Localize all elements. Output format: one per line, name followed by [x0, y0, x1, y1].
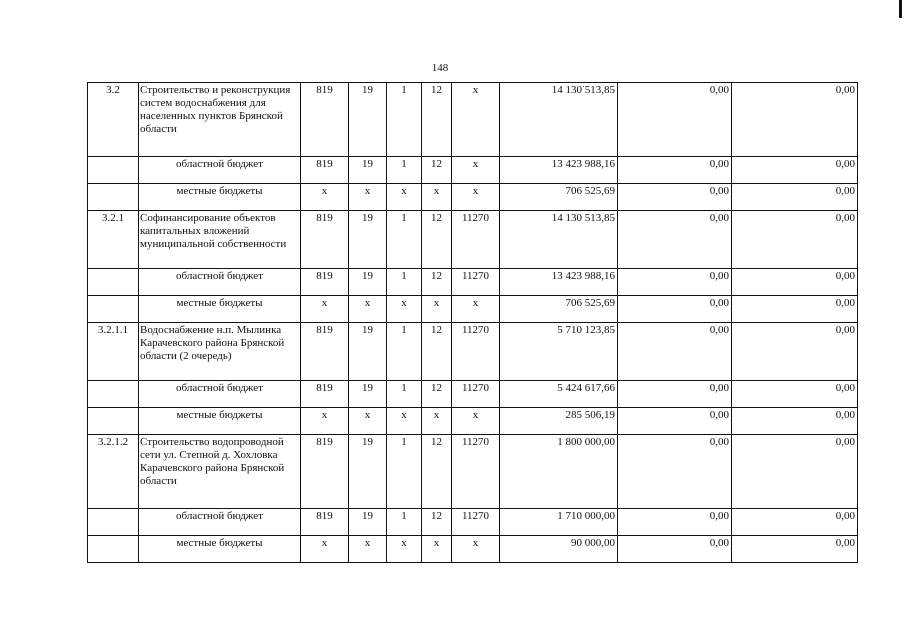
code-subsection: x [387, 408, 422, 435]
amount-year-3: 0,00 [732, 269, 858, 296]
amount-year-2: 0,00 [618, 296, 732, 323]
row-number [88, 296, 139, 323]
amount-year-2: 0,00 [618, 184, 732, 211]
amount-year-1: 1 800 000,00 [500, 435, 618, 509]
row-number [88, 157, 139, 184]
amount-year-3: 0,00 [732, 296, 858, 323]
code-target: 11270 [452, 323, 500, 381]
page-number: 148 [431, 62, 449, 74]
row-name: областной бюджет [139, 269, 301, 296]
amount-year-3: 0,00 [732, 211, 858, 269]
amount-year-3: 0,00 [732, 408, 858, 435]
table-row [88, 211, 858, 269]
code-section: 19 [349, 435, 387, 509]
code-section: 19 [349, 83, 387, 157]
amount-year-2: 0,00 [618, 408, 732, 435]
code-subsection: x [387, 296, 422, 323]
code-program: 12 [422, 269, 452, 296]
code-subsection: 1 [387, 83, 422, 157]
table-row [88, 536, 858, 563]
code-target: x [452, 296, 500, 323]
amount-year-3: 0,00 [732, 435, 858, 509]
row-name: областной бюджет [139, 381, 301, 408]
code-section: 19 [349, 381, 387, 408]
code-admin: x [301, 184, 349, 211]
code-section: x [349, 408, 387, 435]
code-program: 12 [422, 435, 452, 509]
code-target: 11270 [452, 211, 500, 269]
row-name: Водоснабжение н.п. Мылинка Карачевского района Брянской области (2 очередь) [139, 323, 301, 381]
row-number: 3.2.1.1 [88, 323, 139, 381]
row-number [88, 408, 139, 435]
scan-edge-mark [899, 0, 902, 18]
code-subsection: 1 [387, 323, 422, 381]
code-target: x [452, 157, 500, 184]
code-target: 11270 [452, 269, 500, 296]
table-row [88, 83, 858, 157]
code-section: 19 [349, 323, 387, 381]
table-row [88, 157, 858, 184]
table-row [88, 509, 858, 536]
code-program: 12 [422, 157, 452, 184]
amount-year-1: 1 710 000,00 [500, 509, 618, 536]
table-row [88, 184, 858, 211]
code-target: 11270 [452, 435, 500, 509]
amount-year-2: 0,00 [618, 269, 732, 296]
code-admin: 819 [301, 435, 349, 509]
code-program: 12 [422, 381, 452, 408]
amount-year-2: 0,00 [618, 536, 732, 563]
amount-year-3: 0,00 [732, 157, 858, 184]
amount-year-2: 0,00 [618, 157, 732, 184]
amount-year-2: 0,00 [618, 83, 732, 157]
code-admin: 819 [301, 211, 349, 269]
amount-year-1: 13 423 988,16 [500, 157, 618, 184]
row-name: местные бюджеты [139, 408, 301, 435]
row-name: областной бюджет [139, 509, 301, 536]
amount-year-3: 0,00 [732, 536, 858, 563]
amount-year-1: 5 710 123,85 [500, 323, 618, 381]
amount-year-1: 14 130 513,85 [500, 83, 618, 157]
code-subsection: x [387, 536, 422, 563]
table-row [88, 269, 858, 296]
row-number [88, 381, 139, 408]
code-admin: 819 [301, 83, 349, 157]
code-subsection: 1 [387, 435, 422, 509]
row-number: 3.2.1.2 [88, 435, 139, 509]
amount-year-2: 0,00 [618, 509, 732, 536]
table-row [88, 323, 858, 381]
amount-year-1: 90 000,00 [500, 536, 618, 563]
code-section: 19 [349, 157, 387, 184]
row-name: областной бюджет [139, 157, 301, 184]
code-admin: 819 [301, 381, 349, 408]
row-name: местные бюджеты [139, 296, 301, 323]
code-target: x [452, 408, 500, 435]
table-row [88, 435, 858, 509]
row-name: Софинансирование объектов капитальных вложений муниципальной собственности [139, 211, 301, 269]
code-subsection: 1 [387, 211, 422, 269]
amount-year-3: 0,00 [732, 509, 858, 536]
table-row [88, 296, 858, 323]
code-admin: x [301, 408, 349, 435]
code-target: x [452, 83, 500, 157]
row-number [88, 509, 139, 536]
code-section: x [349, 184, 387, 211]
code-subsection: 1 [387, 381, 422, 408]
amount-year-2: 0,00 [618, 381, 732, 408]
code-section: 19 [349, 211, 387, 269]
amount-year-2: 0,00 [618, 435, 732, 509]
amount-year-1: 706 525,69 [500, 296, 618, 323]
code-subsection: x [387, 184, 422, 211]
row-number [88, 536, 139, 563]
amount-year-1: 5 424 617,66 [500, 381, 618, 408]
code-program: 12 [422, 509, 452, 536]
code-section: 19 [349, 269, 387, 296]
code-program: x [422, 536, 452, 563]
code-program: 12 [422, 83, 452, 157]
code-admin: 819 [301, 157, 349, 184]
amount-year-3: 0,00 [732, 83, 858, 157]
table-row [88, 381, 858, 408]
code-admin: 819 [301, 269, 349, 296]
row-number: 3.2.1 [88, 211, 139, 269]
code-program: x [422, 296, 452, 323]
row-name: местные бюджеты [139, 184, 301, 211]
code-program: x [422, 408, 452, 435]
code-admin: x [301, 296, 349, 323]
row-number [88, 184, 139, 211]
row-name: Строительство водопроводной сети ул. Степной д. Хохловка Карачевского района Брянской области [139, 435, 301, 509]
code-admin: x [301, 536, 349, 563]
row-number [88, 269, 139, 296]
code-section: 19 [349, 509, 387, 536]
code-section: x [349, 296, 387, 323]
code-target: x [452, 184, 500, 211]
code-subsection: 1 [387, 157, 422, 184]
amount-year-1: 706 525,69 [500, 184, 618, 211]
code-admin: 819 [301, 509, 349, 536]
code-program: 12 [422, 323, 452, 381]
amount-year-1: 285 506,19 [500, 408, 618, 435]
amount-year-1: 13 423 988,16 [500, 269, 618, 296]
code-program: 12 [422, 211, 452, 269]
row-name: Строительство и реконструкция систем водоснабжения для населенных пунктов Брянской области [139, 83, 301, 157]
amount-year-1: 14 130 513,85 [500, 211, 618, 269]
amount-year-3: 0,00 [732, 323, 858, 381]
amount-year-2: 0,00 [618, 323, 732, 381]
row-name: местные бюджеты [139, 536, 301, 563]
row-number: 3.2 [88, 83, 139, 157]
code-section: x [349, 536, 387, 563]
amount-year-3: 0,00 [732, 184, 858, 211]
code-program: x [422, 184, 452, 211]
table-row [88, 408, 858, 435]
code-subsection: 1 [387, 269, 422, 296]
code-target: 11270 [452, 509, 500, 536]
amount-year-3: 0,00 [732, 381, 858, 408]
code-target: 11270 [452, 381, 500, 408]
code-subsection: 1 [387, 509, 422, 536]
amount-year-2: 0,00 [618, 211, 732, 269]
budget-table [87, 82, 858, 563]
code-admin: 819 [301, 323, 349, 381]
code-target: x [452, 536, 500, 563]
table-body [88, 83, 858, 563]
